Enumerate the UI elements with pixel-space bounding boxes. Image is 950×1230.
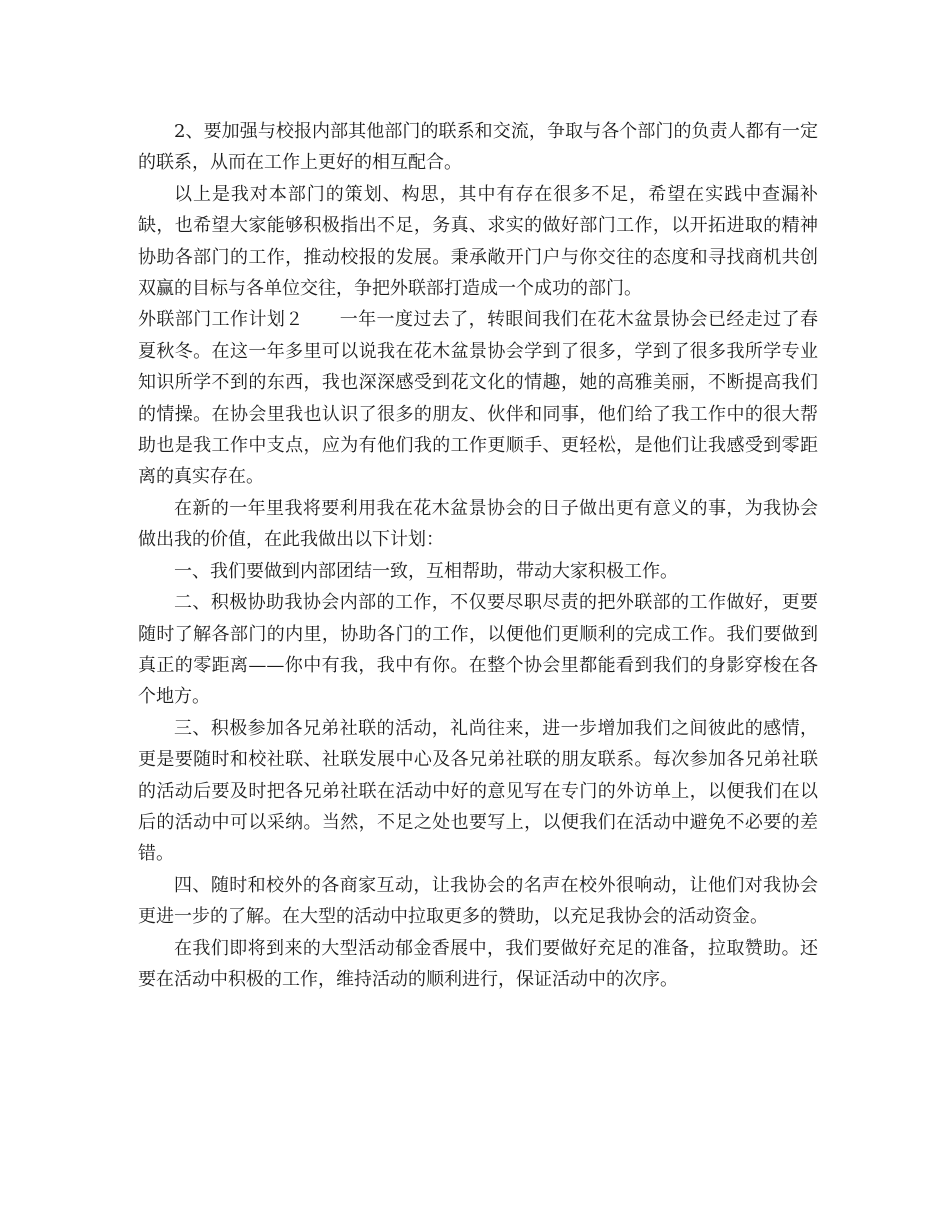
paragraph-new-year-plan: 在新的一年里我将要利用我在花木盆景协会的日子做出更有意义的事，为我协会做出我的价值，在此我做出以下计划：	[138, 497, 818, 551]
plan-item-2: 二、积极协助我协会内部的工作，不仅要尽职尽责的把外联部的工作做好，更要随时了解各部门的内里，协助各门的工作，以便他们更顺利的完成工作。我们要做到真正的零距离——你中有我，我中有你。在整个协会里都能看到我们的身影穿梭在各个地方。	[138, 592, 818, 708]
document-body	[138, 116, 818, 995]
paragraph-tulip-event: 在我们即将到来的大型活动郁金香展中，我们要做好充足的准备，拉取赞助。还要在活动中积极的工作，维持活动的顺利进行，保证活动中的次序。	[138, 937, 818, 990]
section-heading: 外联部门工作计划２	[138, 309, 304, 331]
section-paragraph	[138, 304, 818, 492]
paragraph-cooperation: 2、要加强与校报内部其他部门的联系和交流，争取与各个部门的负责人都有一定的联系，从而在工作上更好的相互配合。	[138, 121, 818, 174]
section-first-paragraph: 一年一度过去了，转眼间我们在花木盆景协会已经走过了春夏秋冬。在这一年多里可以说我在花木盆景协会学到了很多，学到了很多我所学专业知识所学不到的东西，我也深深感受到花文化的情趣，她的高雅美丽，不断提高我们的情操。在协会里我也认识了很多的朋友、伙伴和同事，他们给了我工作中的很大帮助也是我工作中支点，应为有他们我的工作更顺手、更轻松，是他们让我感受到零距离的真实存在。	[138, 309, 819, 488]
plan-item-4: 四、随时和校外的各商家互动，让我协会的名声在校外很响动，让他们对我协会更进一步的了解。在大型的活动中拉取更多的赞助，以充足我协会的活动资金。	[138, 874, 818, 928]
plan-item-3: 三、积极参加各兄弟社联的活动，礼尚往来，进一步增加我们之间彼此的感情，更是要随时和校社联、社联发展中心及各兄弟社联的朋友联系。每次参加各兄弟社联的活动后要及时把各兄弟社联在活动中好的意见写在专门的外访单上，以便我们在以后的活动中可以采纳。当然，不足之处也要写上，以便我们在活动中避免不必要的差错。	[138, 717, 818, 865]
plan-item-1: 一、我们要做到内部团结一致，互相帮助，带动大家积极工作。	[174, 560, 678, 582]
paragraph-summary: 以上是我对本部门的策划、构思，其中有存在很多不足，希望在实践中查漏补缺，也希望大家能够积极指出不足，务真、求实的做好部门工作，以开拓进取的精神协助各部门的工作，推动校报的发展。秉承敞开门户与你交往的态度和寻找商机共创双赢的目标与各单位交往，争把外联部打造成一个成功的部门。	[138, 183, 818, 300]
